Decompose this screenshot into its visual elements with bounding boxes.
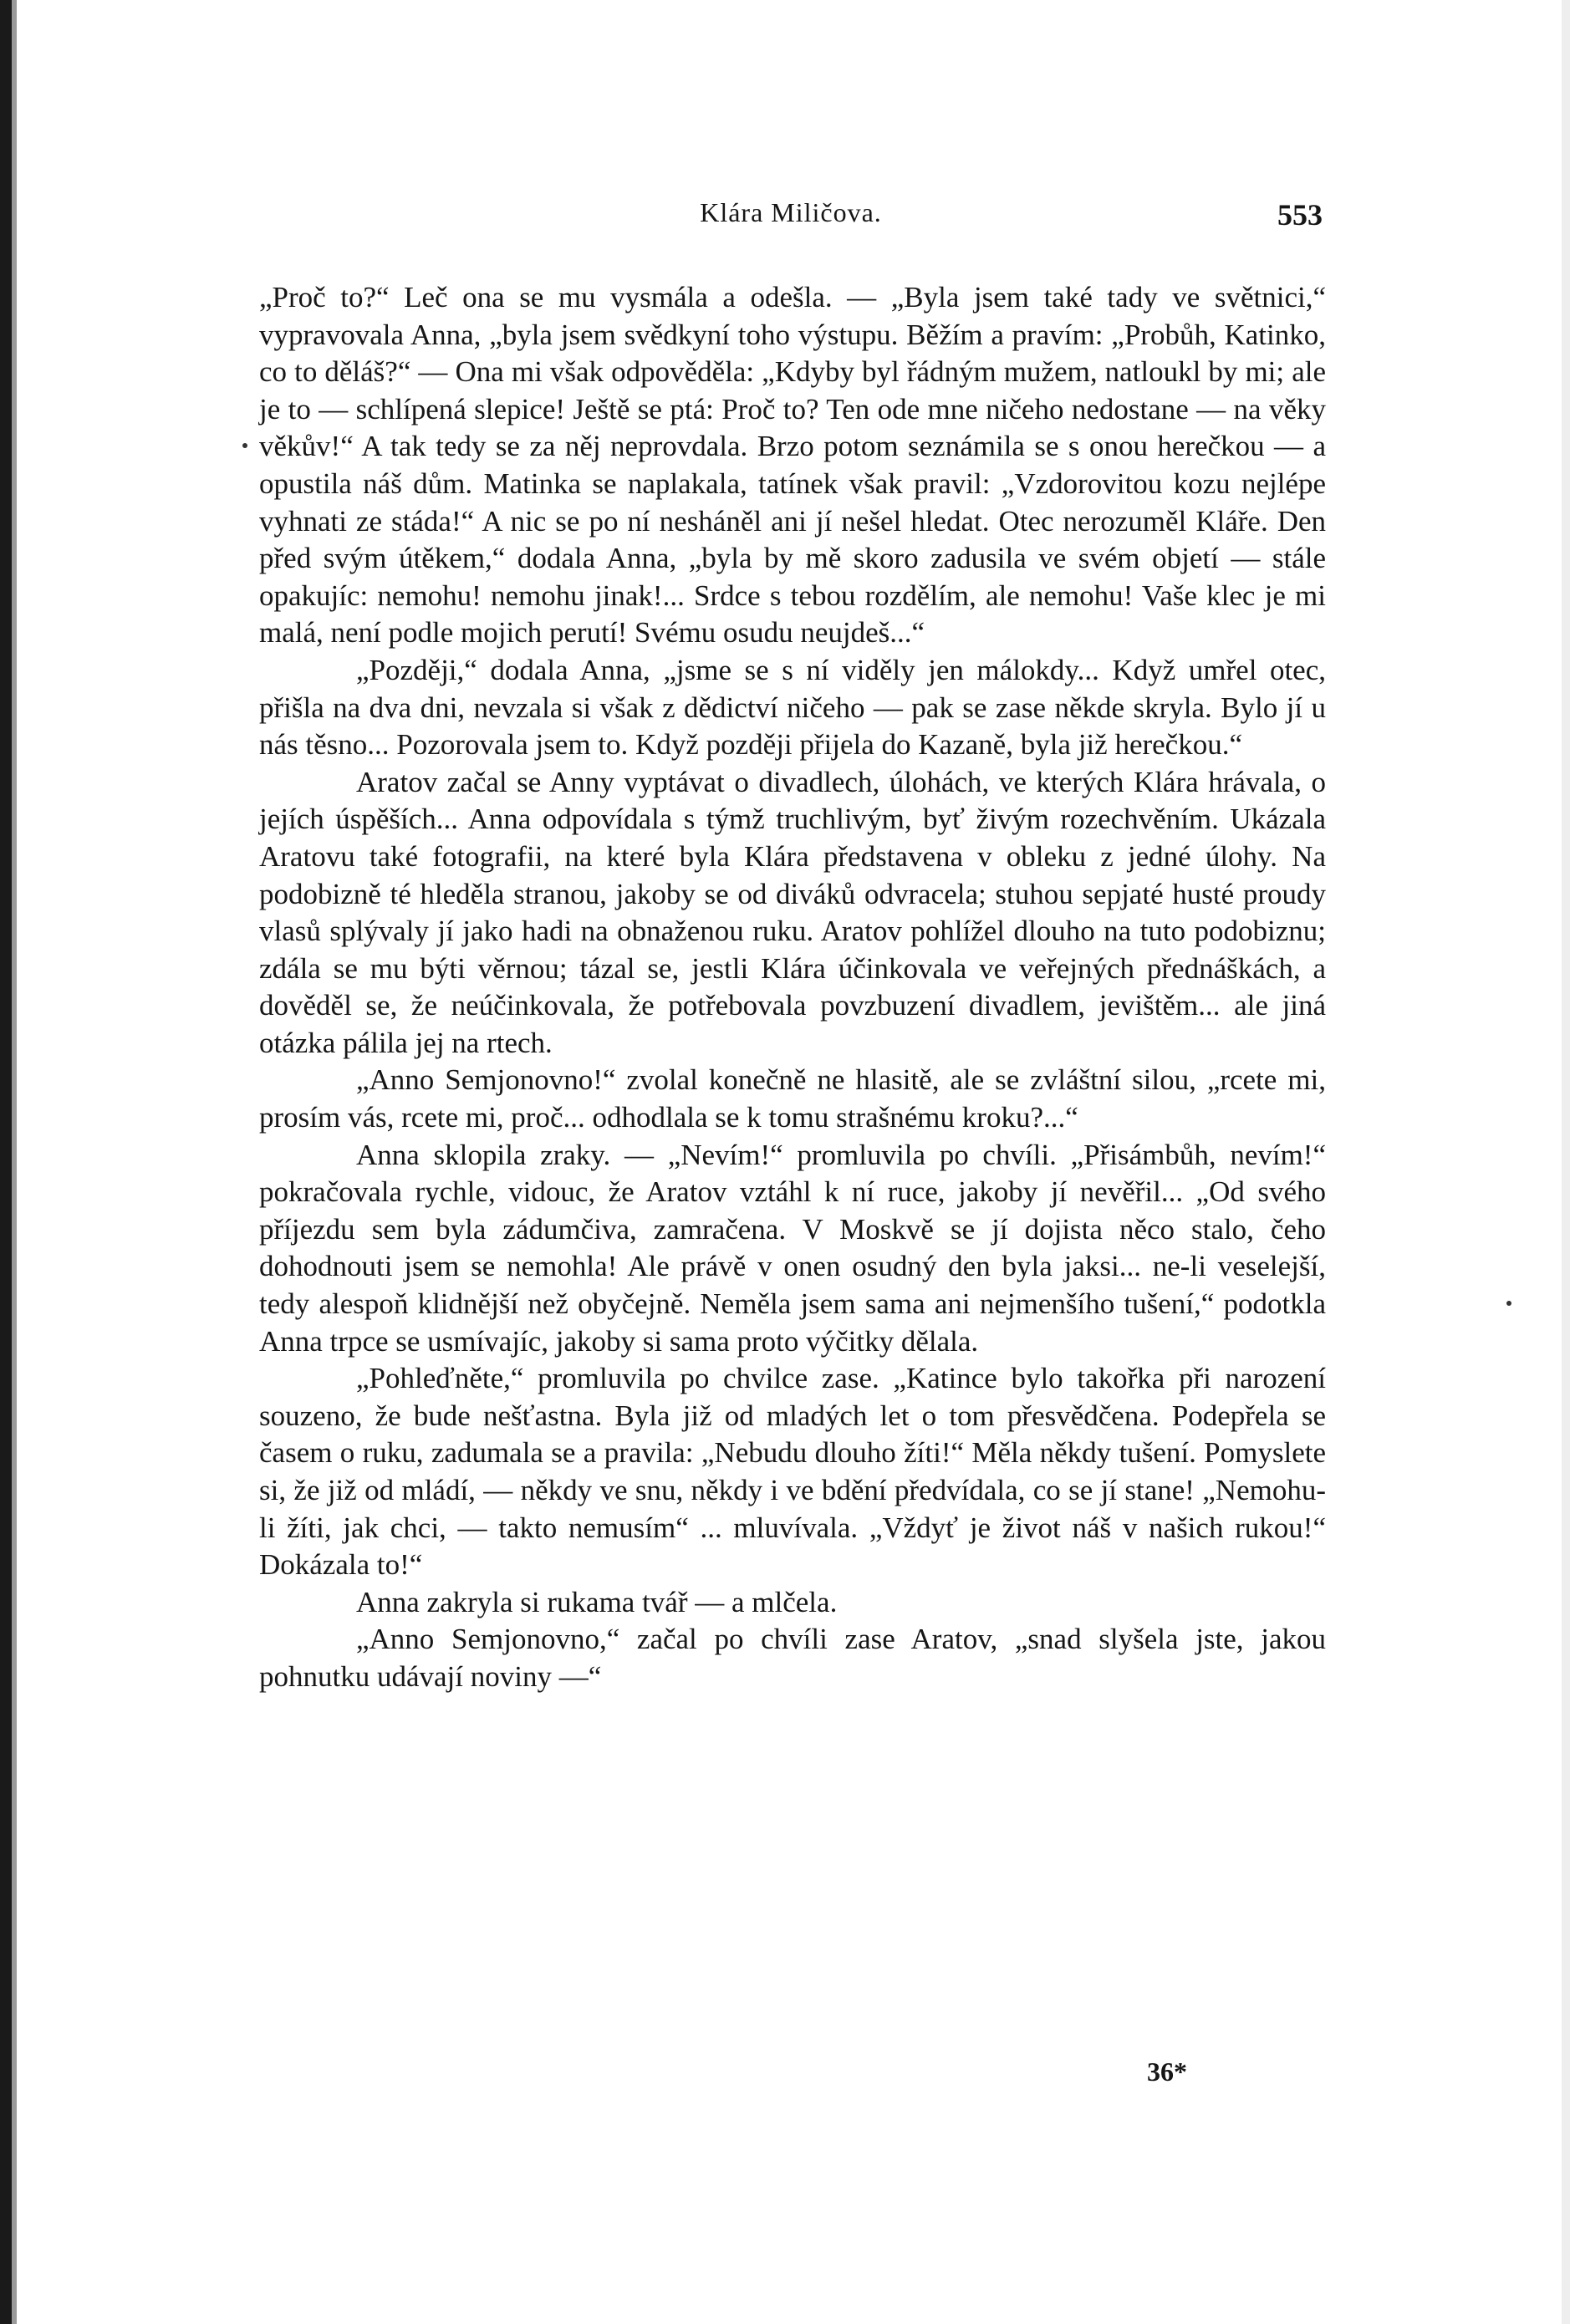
paragraph: Aratov začal se Anny vyptávat o divadlech, úlohách, ve kterých Klára hrávala, o jejích úspěších... Anna odpovídala s týmž truchlivým, byť živým rozechvěním. Ukázala Aratovu také fotografii, na které byla Klára představena v obleku z jedné úlohy. Na podobizně té hleděla stranou, jakoby se od diváků odvracela; stuhou sepjaté husté proudy vlasů splývaly jí jako hadi na obnaženou ruku. Aratov pohlížel dlouho na tuto podobiznu; zdála se mu býti věrnou; tázal se, jestli Klára účinkovala ve veřejných přednáškách, a dověděl se, že neúčinkovala, že potřebovala povzbuzení divadlem, jevištěm... ale jiná otázka pálila jej na rtech. — [259, 765, 1326, 1059]
paragraph: „Anno Semjonovno!“ zvolal konečně ne hlasitě, ale se zvláštní silou, „rcete mi, prosím vás, rcete mi, proč... odhodlala se k tomu strašnému kroku?...“ — [259, 1063, 1326, 1134]
printer-signature: 36* — [1147, 2056, 1187, 2087]
paragraph: „Později,“ dodala Anna, „jsme se s ní viděly jen málokdy... Když umřel otec, přišla na dva dni, nevzala si však z dědictví ničeho — pak se zase někde skryla. Bylo jí u nás těsno... Pozorovala jsem to. Když později přijela do Kazaně, byla již herečkou.“ — [259, 653, 1326, 762]
paragraph: Anna zakryla si rukama tvář — a mlčela. — [356, 1585, 838, 1618]
chapter-title: Klára Miličova. — [700, 197, 882, 227]
print-speck — [1506, 1301, 1511, 1306]
print-speck — [242, 443, 247, 448]
paragraph: „Anno Semjonovno,“ začal po chvíli zase Aratov, „snad slyšela jste, jakou pohnutku udávají noviny —“ — [259, 1623, 1326, 1693]
paragraph: Anna sklopila zraky. — „Nevím!“ promluvila po chvíli. „Přisámbůh, nevím!“ pokračovala rychle, vidouc, že Aratov vztáhl k ní ruce, jakoby jí nevěřil... „Od svého příjezdu sem byla zádumčiva, zamračena. V Moskvě se jí dojista něco stalo, čeho dohodnouti jsem se nemohla! Ale právě v onen osudný den byla jaksi... ne-li veselejší, tedy alespoň klidnější než obyčejně. Neměla jsem sama ani nejmenšího tušení,“ podotkla Anna trpce se usmívajíc, jakoby si sama proto výčitky dělala. — [259, 1138, 1326, 1358]
body-text — [259, 279, 1326, 1696]
running-head — [259, 197, 1323, 239]
page-number: 553 — [1277, 198, 1323, 232]
paragraph: „Proč to?“ Leč ona se mu vysmála a odešla. — „Byla jsem také tady ve světnici,“ vypravovala Anna, „byla jsem svědkyní toho výstupu. Běžím a pravím: „Probůh, Katinko, co to děláš?“ — Ona mi však odpověděla: „Kdyby byl řádným mužem, natloukl by mi; ale je to — schlípená slepice! Ještě se ptá: Proč to? Ten ode mne ničeho nedostane — na věky věkův!“ A tak tedy se za něj neprovdala. Brzo potom seznámila se s onou herečkou — a opustila náš dům. Matinka se naplakala, tatínek však pravil: „Vzdorovitou kozu nejlépe vyhnati ze stáda!“ A nic se po ní nesháněl ani jí nešel hledat. Otec nerozuměl Kláře. Den před svým útěkem,“ dodala Anna, „byla by mě skoro zadusila ve svém objetí — stále opakujíc: nemohu! nemohu jinak!... Srdce s tebou rozdělím, ale nemohu! Vaše klec je mi malá, není podle mojich perutí! Svému osudu neujdeš...“ — [259, 281, 1326, 650]
paragraph: „Pohleďněte,“ promluvila po chvilce zase. „Katince bylo takořka při narození souzeno, že bude nešťastna. Byla již od mladých let o tom přesvědčena. Podepřela se časem o ruku, zadumala se a pravila: „Nebudu dlouho žíti!“ Měla někdy tušení. Pomyslete si, že již od mládí, — někdy ve snu, někdy i ve bdění předvídala, co se jí stane! „Nemohu-li žíti, jak chci, — takto nemusím“ ... mluvívala. „Vždyť je život náš v našich rukou!“ Dokázala to!“ — [259, 1362, 1326, 1582]
